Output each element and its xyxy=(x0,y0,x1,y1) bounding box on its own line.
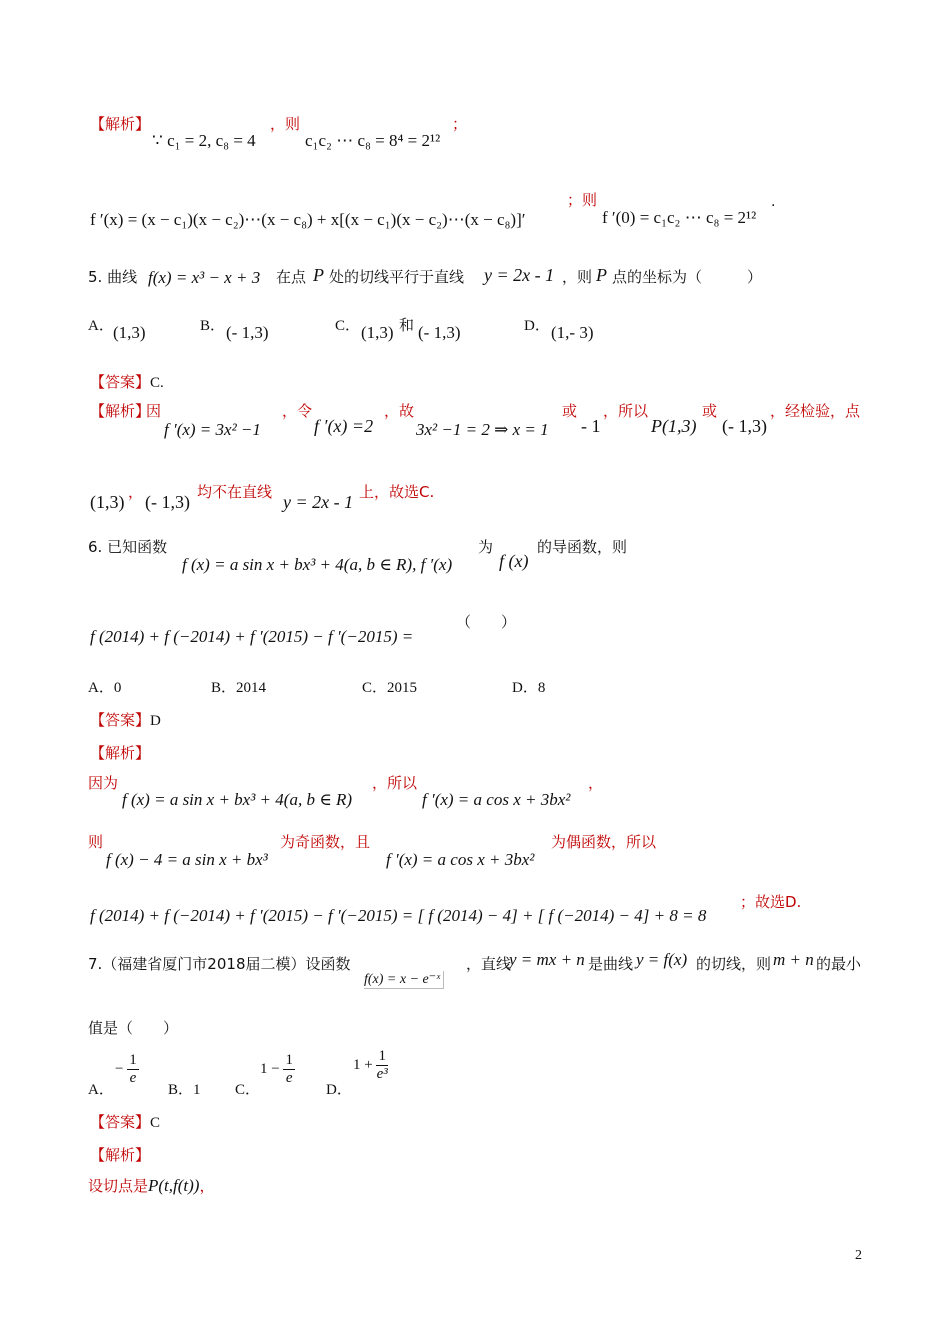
q6-fx: f (x) xyxy=(499,551,529,571)
q7-function: f(x) = x − e⁻ˣ xyxy=(364,971,444,989)
q5-a-derivative: f ′(x) = 3x² −1 xyxy=(164,420,261,439)
text-then: ，则 xyxy=(270,115,301,133)
q7-option-d-letter: D． xyxy=(326,1082,352,1098)
q5-option-c-value2: (- 1,3) xyxy=(418,323,461,342)
q7-analysis-line xyxy=(88,1175,214,1196)
q5-a-solve: 3x² −1 = 2 ⇒ x = 1 xyxy=(416,420,549,439)
text-then-2: ；则 xyxy=(567,191,598,209)
math-derivative: f ′(x) = (x − c₁)(x − c₂)⋯(x − c₈) + x[(x − c₁)(x − c₂)⋯(x − c₈)]′ xyxy=(90,210,526,229)
option-value: 2014 xyxy=(236,680,267,696)
q6-stem-prefix: 6. 已知函数 xyxy=(88,538,168,556)
option-letter: A． xyxy=(88,680,114,696)
q5-a-derivative-eq: f ′(x) =2 xyxy=(314,416,374,436)
q6-a-odd-function: f (x) − 4 = a sin x + bx³ xyxy=(106,850,268,869)
q7-stem-prefix: 7.（福建省厦门市2018届二模）设函数 xyxy=(88,955,351,973)
q5-text-coords: 点的坐标为（ ） xyxy=(612,268,763,286)
q7-text-curve: 是曲线 xyxy=(588,955,634,973)
q5-a-text-not-on: 均不在直线 xyxy=(197,483,273,501)
q6-option-c xyxy=(362,676,417,697)
q5-text-parallel: 处的切线平行于直线 xyxy=(329,268,465,286)
q7-option-a-letter: A． xyxy=(88,1082,114,1098)
q7-text-line: ，直线 xyxy=(466,955,512,973)
numerator: 1 xyxy=(129,1052,137,1068)
numerator: 1 xyxy=(285,1052,293,1068)
q5-a-root: - 1 xyxy=(581,416,601,436)
option-letter: C． xyxy=(362,680,388,696)
q6-expression: f (2014) + f (−2014) + f ′(2015) − f ′(−2015) = xyxy=(90,627,414,646)
q7-curve: y = f(x) xyxy=(636,950,688,969)
option-letter: B． xyxy=(168,1082,194,1098)
q6-paren: （ ） xyxy=(456,613,517,631)
q5-stem-prefix: 5. 曲线 xyxy=(88,268,138,286)
q6-text-is: 为 xyxy=(478,538,494,556)
q6-a-function: f (x) = a sin x + bx³ + 4(a, b ∈ R) xyxy=(122,790,353,809)
q7-text-min: 的最小 xyxy=(816,955,862,973)
text-period: . xyxy=(771,194,776,210)
option-value: 0 xyxy=(113,680,122,696)
q6-a-text-because: 因为 xyxy=(88,774,119,792)
page-number: 2 xyxy=(855,1248,862,1263)
math-derivative-at-zero: f ′(0) = c₁c₂ ⋯ c₈ = 2¹² xyxy=(602,208,757,227)
q5-option-a-letter: A． xyxy=(88,318,114,334)
q7-line: y = mx + n xyxy=(509,950,585,969)
q6-option-d xyxy=(512,676,545,697)
q7-option-c-letter: C． xyxy=(235,1082,261,1098)
q5-a-point-1: P(1,3) xyxy=(651,416,697,436)
q7-a-point: P(t,f(t)) xyxy=(148,1176,200,1195)
q5-a-point-3: (1,3) xyxy=(90,492,125,512)
q5-function: f(x) = x³ − x + 3 xyxy=(148,268,261,287)
option-value: 8 xyxy=(537,680,546,696)
q5-a-line: y = 2x - 1 xyxy=(283,492,354,512)
q6-a-text-therefore: ，所以 xyxy=(372,774,418,792)
q5-option-b-value: (- 1,3) xyxy=(226,323,269,342)
q5-a-text-let: ，令 xyxy=(282,402,313,420)
q5-a-text-because: 因 xyxy=(146,402,162,420)
q6-a-text-then: 则 xyxy=(88,833,104,851)
math-product: c₁c₂ ⋯ c₈ = 8⁴ = 2¹² xyxy=(305,131,441,150)
q5-a-text-choose: 上，故选C. xyxy=(359,483,435,501)
q5-option-c-letter: C． xyxy=(335,318,361,334)
q6-option-a xyxy=(88,676,121,697)
numerator: 1 xyxy=(378,1048,386,1064)
option-value: 1 xyxy=(193,1082,201,1098)
fraction xyxy=(127,1052,139,1087)
q5-option-a-value: (1,3) xyxy=(113,323,146,342)
option-letter: D． xyxy=(512,680,538,696)
q5-a-text-comma: ， xyxy=(128,483,144,501)
q5-option-c-value: (1,3) xyxy=(361,323,394,342)
answer-value: C. xyxy=(150,375,164,391)
denominator: e³ xyxy=(376,1066,388,1082)
answer-label: 【答案】 xyxy=(90,711,151,729)
q6-a-text-choose: ；故选D. xyxy=(740,893,802,911)
q7-option-b xyxy=(168,1078,201,1099)
q5-answer xyxy=(90,371,164,392)
math-condition: ∵ c₁ = 2, c₈ = 4 xyxy=(152,131,256,150)
q5-point-P-2: P xyxy=(596,265,607,285)
answer-label: 【答案】 xyxy=(90,373,151,391)
q5-text-then: ，则 xyxy=(562,268,593,286)
q6-a-final-calc: f (2014) + f (−2014) + f ′(2015) − f ′(−2015) = [ f (2014) − 4] + [ f (−2014) − 4] + 8 = 8 xyxy=(90,906,707,925)
q5-analysis-label: 【解析】 xyxy=(90,402,151,420)
text-semicolon: ； xyxy=(452,115,468,133)
q5-a-text-therefore: ，所以 xyxy=(603,402,649,420)
q7-option-d-math xyxy=(353,1048,388,1083)
option-letter: B． xyxy=(211,680,237,696)
q5-text-at-point: 在点 xyxy=(276,268,307,286)
q5-option-d-value: (1,- 3) xyxy=(551,323,594,342)
q6-option-b xyxy=(211,676,266,697)
q7-answer xyxy=(90,1111,160,1132)
answer-label: 【答案】 xyxy=(90,1113,151,1131)
q5-a-text-or-2: 或 xyxy=(702,402,718,420)
q7-option-c-math xyxy=(260,1052,295,1087)
q6-function: f (x) = a sin x + bx³ + 4(a, b ∈ R), f ′(x) xyxy=(182,555,453,574)
q5-point-P: P xyxy=(313,265,324,285)
q6-a-text-comma: ， xyxy=(588,774,604,792)
option-value: 2015 xyxy=(387,680,418,696)
q6-a-even-function: f ′(x) = a cos x + 3bx² xyxy=(386,850,535,869)
denominator: e xyxy=(285,1070,293,1086)
q6-a-text-odd: 为奇函数，且 xyxy=(280,833,371,851)
q6-a-derivative: f ′(x) = a cos x + 3bx² xyxy=(422,790,571,809)
q6-answer xyxy=(90,709,161,730)
q5-a-text-check: ，经检验，点 xyxy=(770,402,861,420)
option-prefix: 1 + xyxy=(353,1056,373,1073)
q7-text-tangent: 的切线，则 xyxy=(696,955,772,973)
analysis-label: 【解析】 xyxy=(90,115,151,133)
answer-value: D xyxy=(150,713,161,729)
q5-option-d-letter: D． xyxy=(524,318,550,334)
q7-a-text-tangent-point: 设切点是 xyxy=(88,1177,149,1195)
q7-analysis-label: 【解析】 xyxy=(90,1146,151,1164)
q5-option-b-letter: B． xyxy=(200,318,226,334)
option-prefix: 1 − xyxy=(260,1060,280,1077)
q6-text-derivative: 的导函数，则 xyxy=(537,538,628,556)
q6-analysis-label: 【解析】 xyxy=(90,744,151,762)
q6-a-text-even: 为偶函数，所以 xyxy=(551,833,657,851)
denominator: e xyxy=(129,1070,137,1086)
q7-a-comma: ， xyxy=(199,1177,215,1195)
fraction xyxy=(283,1052,295,1087)
q5-a-point-4: (- 1,3) xyxy=(145,492,190,512)
q7-option-a-math xyxy=(115,1052,139,1087)
q5-option-c-and: 和 xyxy=(399,316,415,334)
fraction xyxy=(376,1048,388,1083)
answer-value: C xyxy=(150,1115,161,1131)
q7-sum: m + n xyxy=(773,950,814,969)
q7-stem-line2: 值是（ ） xyxy=(88,1019,179,1037)
q5-a-point-2: (- 1,3) xyxy=(722,416,767,436)
q5-a-text-so: ，故 xyxy=(384,402,415,420)
q5-line: y = 2x - 1 xyxy=(484,265,555,285)
q5-a-text-or: 或 xyxy=(562,402,578,420)
option-sign: − xyxy=(115,1060,124,1077)
